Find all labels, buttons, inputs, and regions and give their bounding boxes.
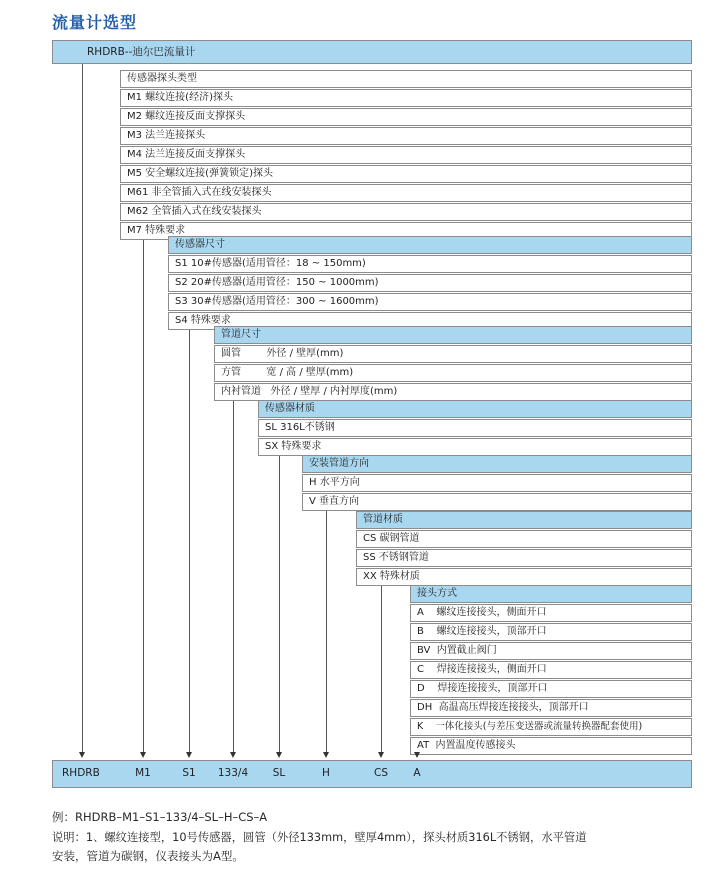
arrow-down-icon [230, 752, 236, 758]
sensor-size-header: 传感器尺寸 [168, 236, 692, 254]
arrow-down-icon [378, 752, 384, 758]
connection-item: BV 内置截止阀门 [410, 642, 692, 660]
pipe-size-item: 内衬管道 外径 / 壁厚 / 内衬厚度(mm) [214, 383, 692, 401]
code-sensor-size: S1 [182, 767, 196, 779]
arrow-down-icon [276, 752, 282, 758]
sensor-type-item: M5 安全螺纹连接(弹簧锁定)探头 [120, 165, 692, 183]
connection-item: DH 高温高压焊接连接接头，顶部开口 [410, 699, 692, 717]
sensor-material-header: 传感器材质 [258, 400, 692, 418]
code-pipe-material: CS [374, 767, 388, 779]
connector-line-sensor-size [189, 330, 190, 752]
install-direction-item: V 垂直方向 [302, 493, 692, 511]
sensor-type-item: M4 法兰连接反面支撑探头 [120, 146, 692, 164]
connection-item: A 螺纹连接接头，侧面开口 [410, 604, 692, 622]
install-direction-header: 安装管道方向 [302, 455, 692, 473]
code-sensor-material: SL [272, 767, 286, 779]
sensor-size-item: S4 特殊要求 [168, 312, 692, 330]
code-model: RHDRB [62, 767, 100, 779]
example-text: 例：RHDRB–M1–S1–133/4–SL–H–CS–A [52, 810, 268, 824]
sensor-type-item: M1 螺纹连接(经济)探头 [120, 89, 692, 107]
connector-line-sensor-type [143, 240, 144, 752]
connection-item: AT 内置温度传感接头 [410, 737, 692, 755]
sensor-type-item: M2 螺纹连接反面支撑探头 [120, 108, 692, 126]
sensor-material-item: SL 316L不锈钢 [258, 419, 692, 437]
code-pipe-size: 133/4 [217, 767, 249, 779]
sensor-type-header: 传感器探头类型 [120, 70, 692, 88]
pipe-size-header: 管道尺寸 [214, 326, 692, 344]
sensor-type-item: M62 全管插入式在线安装探头 [120, 203, 692, 221]
connection-item: B 螺纹连接接头，顶部开口 [410, 623, 692, 641]
code-connection: A [413, 767, 421, 779]
connection-item: C 焊接连接接头，侧面开口 [410, 661, 692, 679]
pipe-material-header: 管道材质 [356, 511, 692, 529]
sensor-size-item: S3 30#传感器(适用管径：300 ~ 1600mm) [168, 293, 692, 311]
connection-item: K 一体化接头(与差压变送器或流量转换器配套使用) [410, 718, 692, 736]
sensor-type-item: M3 法兰连接探头 [120, 127, 692, 145]
arrow-down-icon [140, 752, 146, 758]
connection-header: 接头方式 [410, 585, 692, 603]
sensor-size-item: S1 10#传感器(适用管径：18 ~ 150mm) [168, 255, 692, 273]
connector-line-model [82, 64, 83, 752]
code-sensor-type: M1 [135, 767, 151, 779]
arrow-down-icon [79, 752, 85, 758]
model-header: RHDRB--迪尔巴流量计 [52, 40, 692, 64]
sensor-type-item: M7 特殊要求 [120, 222, 692, 240]
connector-line-install-direction [326, 511, 327, 752]
page-title: 流量计选型 [52, 13, 138, 32]
connector-line-pipe-material [381, 586, 382, 752]
code-install-direction: H [322, 767, 330, 779]
explanation-line-1: 说明：1、螺纹连接型，10号传感器，圆管（外径133mm，壁厚4mm），探头材质316L不锈钢，水平管道 [52, 831, 587, 844]
pipe-material-item: SS 不锈钢管道 [356, 549, 692, 567]
explanation-line-2: 安装，管道为碳钢，仪表接头为A型。 [52, 849, 244, 863]
connector-line-pipe-size [233, 401, 234, 752]
arrow-down-icon [186, 752, 192, 758]
sensor-size-item: S2 20#传感器(适用管径：150 ~ 1000mm) [168, 274, 692, 292]
pipe-material-item: CS 碳钢管道 [356, 530, 692, 548]
arrow-down-icon [323, 752, 329, 758]
install-direction-item: H 水平方向 [302, 474, 692, 492]
pipe-material-item: XX 特殊材质 [356, 568, 692, 586]
arrow-down-icon [414, 752, 420, 758]
pipe-size-item: 方管 宽 / 高 / 壁厚(mm) [214, 364, 692, 382]
sensor-material-item: SX 特殊要求 [258, 438, 692, 456]
sensor-type-item: M61 非全管插入式在线安装探头 [120, 184, 692, 202]
pipe-size-item: 圆管 外径 / 壁厚(mm) [214, 345, 692, 363]
connection-item: D 焊接连接接头，顶部开口 [410, 680, 692, 698]
connector-line-sensor-material [279, 456, 280, 752]
